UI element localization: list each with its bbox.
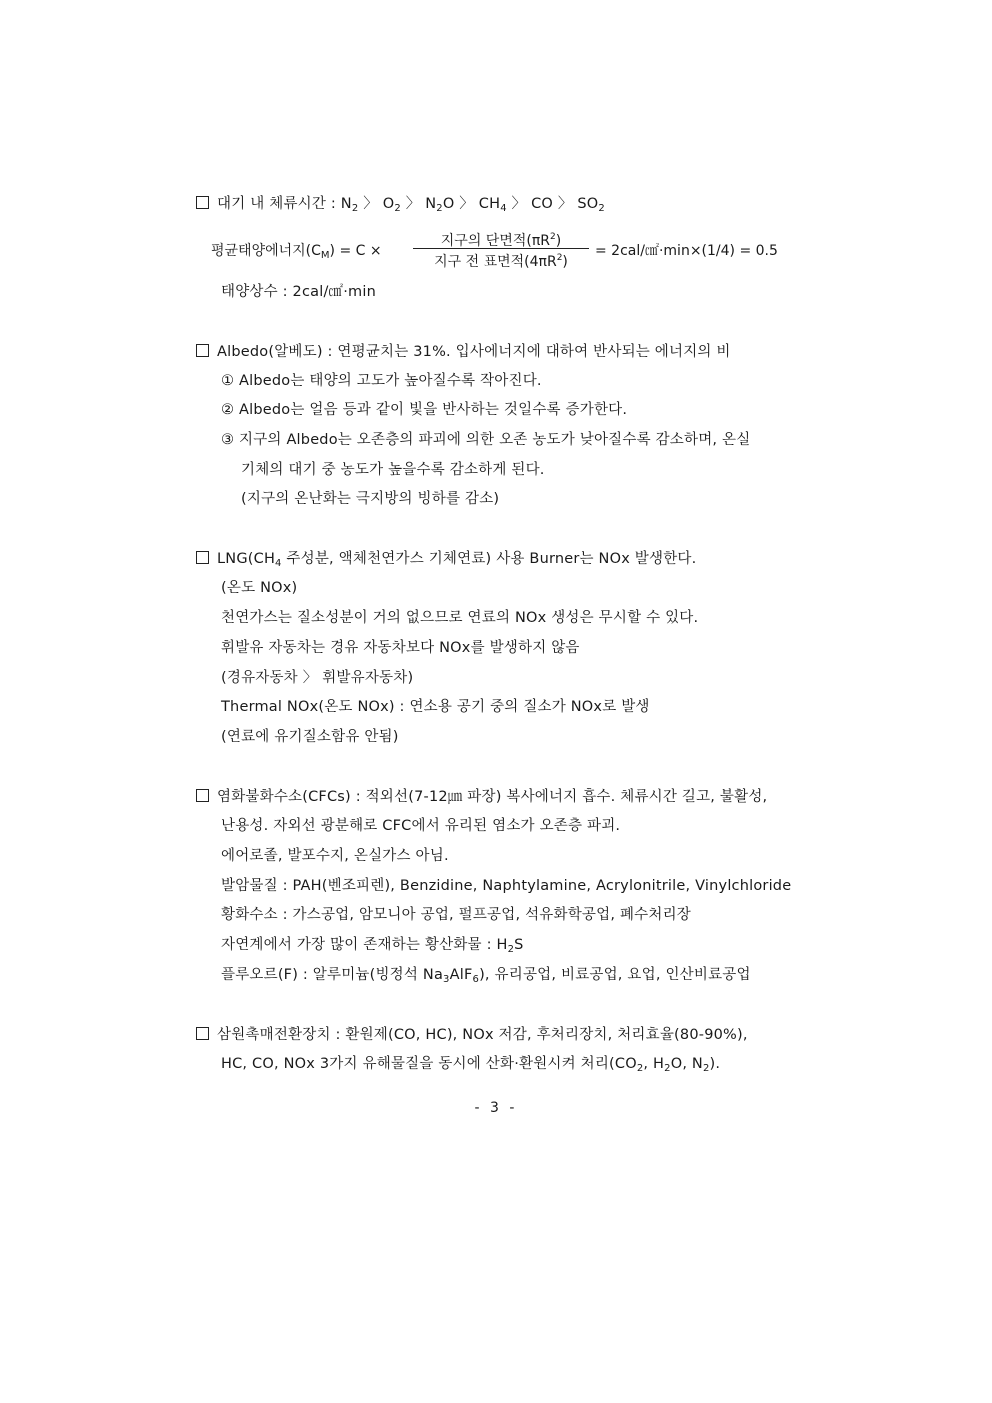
checkbox-bullet-icon (196, 1027, 209, 1040)
cfc-line-4: 황화수소 : 가스공업, 암모니아 공업, 펄프공업, 석유화학공업, 폐수처리장 (221, 907, 691, 923)
albedo-item-2: ② Albedo는 얼음 등과 같이 빛을 반사하는 것일수록 증가한다. (221, 402, 628, 418)
catalyst-line-1: HC, CO, NOx 3가지 유해물질을 동시에 산화·환원시켜 처리($CO_2$, $H_2O$, $N_2$). (221, 1056, 721, 1074)
section-4-heading: 염화불화수소(CFCs) : 적외선(7-12㎛ 파장) 복사에너지 흡수. 체류시간 길고, 불활성, (196, 787, 767, 807)
formula-numerator: 지구의 단면적$(\pi R^2)$ (440, 232, 562, 249)
cfc-line-1: 난용성. 자외선 광분해로 CFC에서 유리된 염소가 오존층 파괴. (221, 818, 621, 834)
checkbox-bullet-icon (196, 344, 209, 357)
checkbox-bullet-icon (196, 551, 209, 564)
albedo-item-3-note: (지구의 온난화는 극지방의 빙하를 감소) (241, 491, 500, 507)
solar-constant: 태양상수 : 2cal/㎠·min (221, 284, 376, 300)
lng-line-4: (경유자동차 〉 휘발유자동차) (221, 670, 414, 686)
lng-line-5: Thermal NOx(온도 NOx) : 연소용 공기 중의 질소가 NOx로 발생 (221, 699, 650, 715)
albedo-item-3-cont: 기체의 대기 중 농도가 높을수록 감소하게 된다. (241, 462, 545, 478)
cfc-line-3: 발암물질 : PAH(벤조피렌), Benzidine, Naphtylamine, Acrylonitrile, Vinylchloride (221, 878, 792, 894)
albedo-item-1: ① Albedo는 태양의 고도가 높아질수록 작아진다. (221, 373, 542, 389)
section-1-heading: 대기 내 체류시간 : $N_2$ 〉 $O_2$ 〉 $N_2O$ 〉 $CH_4$ 〉 CO 〉 $SO_2$ (196, 194, 605, 219)
section-5-heading: 삼원촉매전환장치 : 환원제(CO, HC), NOx 저감, 후처리장치, 처리효율(80-90%), (196, 1025, 748, 1045)
lng-line-1: (온도 NOx) (221, 580, 298, 596)
checkbox-bullet-icon (196, 196, 209, 209)
cfc-line-2: 에어로졸, 발포수지, 온실가스 아님. (221, 848, 449, 864)
cfc-line-5: 자연계에서 가장 많이 존재하는 황산화물 : $H_2S$ (221, 937, 524, 955)
section-2-heading: Albedo(알베도) : 연평균치는 31%. 입사에너지에 대하여 반사되는 에너지의 비 (196, 342, 731, 362)
albedo-item-3: ③ 지구의 Albedo는 오존층의 파괴에 의한 오존 농도가 낮아질수록 감소하며, 온실 (221, 432, 751, 448)
lng-line-6: (연료에 유기질소함유 안됨) (221, 729, 399, 745)
formula-denominator: 지구 전 표면적$(4\pi R^2)$ (434, 253, 568, 270)
formula-rhs: = 2cal/㎠·min×(1/4) = 0.5 (595, 243, 778, 259)
lng-line-2: 천연가스는 질소성분이 거의 없으므로 연료의 NOx 생성은 무시할 수 있다. (221, 610, 699, 626)
cfc-line-6: 플루오르(F) : 알루미늄(빙정석 $Na_3AlF_6$), 유리공업, 비료공업, 요업, 인산비료공업 (221, 967, 751, 985)
page-number: - 3 - (474, 1100, 518, 1116)
checkbox-bullet-icon (196, 789, 209, 802)
section-3-heading: $LNG(CH_4$ 주성분, 액체천연가스 기체연료) 사용 Burner는 NOx 발생한다. (196, 549, 696, 574)
formula-lhs: 평균태양에너지$(C_M) = C$ × (211, 243, 382, 261)
lng-line-3: 휘발유 자동차는 경유 자동차보다 NOx를 발생하지 않음 (221, 640, 580, 656)
